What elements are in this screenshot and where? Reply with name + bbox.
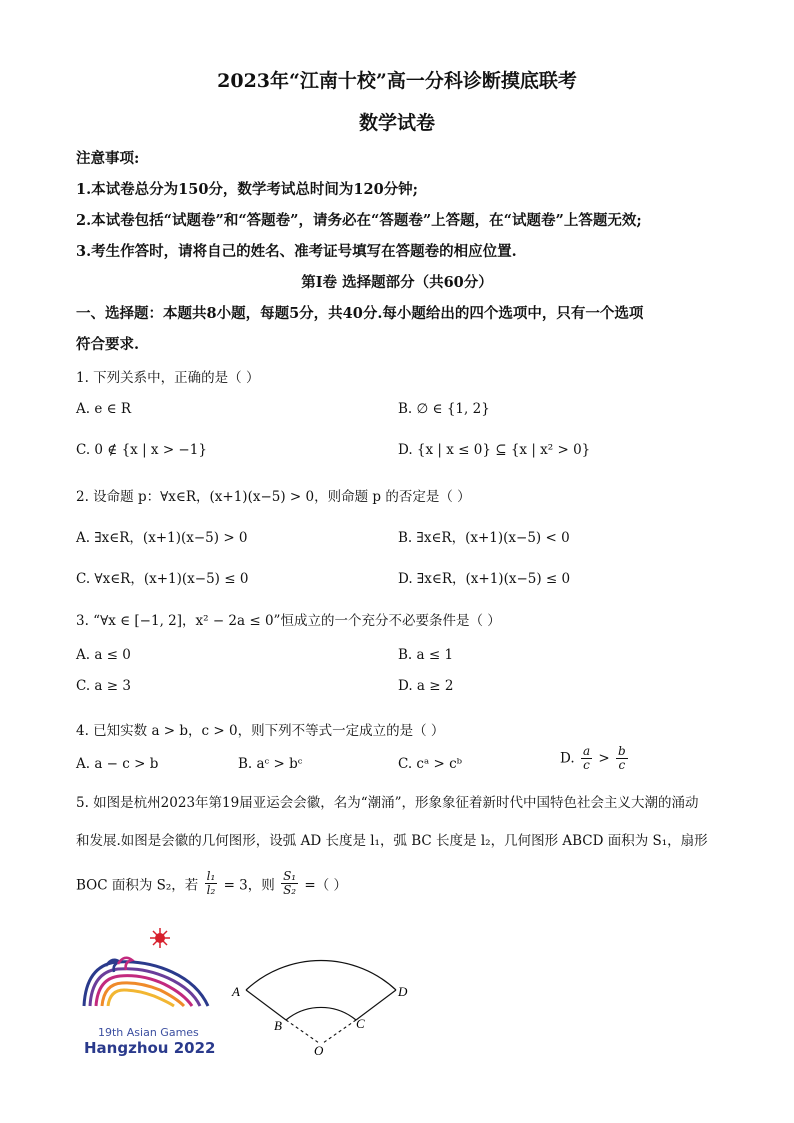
q1-option-c: C. 0 ∉ {x | x > −1} <box>76 442 207 458</box>
sector-figure-svg <box>226 948 416 1060</box>
logo-sun-icon <box>150 928 170 948</box>
exam-title: 2023年“江南十校”高一分科诊断摸底联考 <box>217 70 577 92</box>
q4-optd-frac-a-den: c <box>583 758 590 772</box>
q5-frac-l <box>205 870 218 897</box>
q2-option-d: D. ∃x∈R，(x+1)(x−5) ≤ 0 <box>398 571 571 587</box>
q5-frac-s <box>281 870 298 897</box>
q1-option-d: D. {x | x ≤ 0} ⊆ {x | x² > 0} <box>398 442 591 458</box>
q3-option-d: D. a ≥ 2 <box>398 678 454 694</box>
arc-bc <box>286 1007 356 1020</box>
label-d: D <box>398 984 408 999</box>
label-b: B <box>274 1018 282 1033</box>
q4-option-b: B. aᶜ > bᶜ <box>238 756 303 772</box>
q5-stem-line2: 和发展.如图是会徽的几何图形，设弧 AD 长度是 l₁，弧 BC 长度是 l₂，几何图形 ABCD 面积为 S₁，扇形 <box>76 833 708 849</box>
arc-ad <box>246 960 396 990</box>
q5-stem-line3-b: = 3，则 <box>223 877 275 894</box>
q4-option-a: A. a − c > b <box>76 756 159 772</box>
q1-option-b: B. ∅ ∈ {1, 2} <box>398 401 490 417</box>
sector-figure <box>226 948 416 1060</box>
q4-optd-frac-a-num: a <box>582 744 591 758</box>
notes-heading: 注意事项: <box>76 150 140 167</box>
logo-caption-line1: 19th Asian Games <box>98 1026 199 1039</box>
q3-stem: 3. “∀x ∈ [−1, 2]，x² − 2a ≤ 0”恒成立的一个充分不必要条件是（ ） <box>76 613 501 629</box>
q4-optd-frac-b-den: c <box>618 758 626 772</box>
q4-stem: 4. 已知实数 a > b，c > 0，则下列不等式一定成立的是（ ） <box>76 723 445 739</box>
note-item-3: 3.考生作答时，请将自己的姓名、准考证号填写在答题卷的相应位置. <box>76 243 517 260</box>
q4-optd-frac-a <box>581 745 592 772</box>
q4-optd-frac-b-num: b <box>618 744 626 758</box>
q3-option-c: C. a ≥ 3 <box>76 678 131 694</box>
q5-stem-line3 <box>76 870 347 897</box>
q4-option-d <box>560 745 630 772</box>
part-instructions-line2: 符合要求. <box>76 336 140 353</box>
segment-ab <box>246 990 286 1020</box>
q3-option-b: B. a ≤ 1 <box>398 647 454 663</box>
logo-emblem-graphic <box>76 926 216 1026</box>
q4-optd-frac-b <box>616 745 628 772</box>
label-c: C <box>356 1016 365 1031</box>
q4-option-c: C. cᵃ > cᵇ <box>398 756 463 772</box>
q2-option-b: B. ∃x∈R，(x+1)(x−5) < 0 <box>398 530 570 546</box>
q4-optd-gt: > <box>598 750 610 767</box>
exam-subtitle: 数学试卷 <box>358 112 435 134</box>
q5-frac-s-den: S₂ <box>283 883 297 897</box>
note-item-1: 1.本试卷总分为150分，数学考试总时间为120分钟; <box>76 181 419 198</box>
q1-option-a: A. e ∈ R <box>76 401 132 417</box>
q5-frac-l-num: l₁ <box>206 869 216 883</box>
label-a: A <box>232 984 240 999</box>
part-instructions-line1: 一、选择题：本题共8小题，每题5分，共40分.每小题给出的四个选项中，只有一个选项 <box>76 305 644 322</box>
q5-frac-l-den: l₂ <box>206 883 216 897</box>
segment-co <box>323 1020 356 1043</box>
q5-frac-s-num: S₁ <box>283 869 297 883</box>
q5-stem-line3-a: BOC 面积为 S₂，若 <box>76 877 199 894</box>
q5-stem-line3-c: =（ ） <box>304 877 347 894</box>
label-o: O <box>314 1043 324 1058</box>
segment-bo <box>286 1020 319 1043</box>
asian-games-logo <box>76 926 216 1056</box>
q2-stem: 2. 设命题 p：∀x∈R，(x+1)(x−5) > 0，则命题 p 的否定是（ ） <box>76 489 471 505</box>
q2-option-a: A. ∃x∈R，(x+1)(x−5) > 0 <box>76 530 248 546</box>
section-heading: 第I卷 选择题部分（共60分） <box>301 274 493 291</box>
q4-option-d-label: D. <box>560 750 575 767</box>
q2-option-c: C. ∀x∈R，(x+1)(x−5) ≤ 0 <box>76 571 249 587</box>
q3-option-a: A. a ≤ 0 <box>76 647 131 663</box>
logo-caption-line2: Hangzhou 2022 <box>84 1039 216 1057</box>
q5-stem-line1: 5. 如图是杭州2023年第19届亚运会会徽，名为“潮涌”，形象象征着新时代中国特色社会主义大潮的涌动 <box>76 795 699 811</box>
q1-stem: 1. 下列关系中，正确的是（ ） <box>76 370 260 386</box>
logo-wave-icon <box>84 958 208 1006</box>
note-item-2: 2.本试卷包括“试题卷”和“答题卷”，请务必在“答题卷”上答题，在“试题卷”上答题无效; <box>76 212 642 229</box>
